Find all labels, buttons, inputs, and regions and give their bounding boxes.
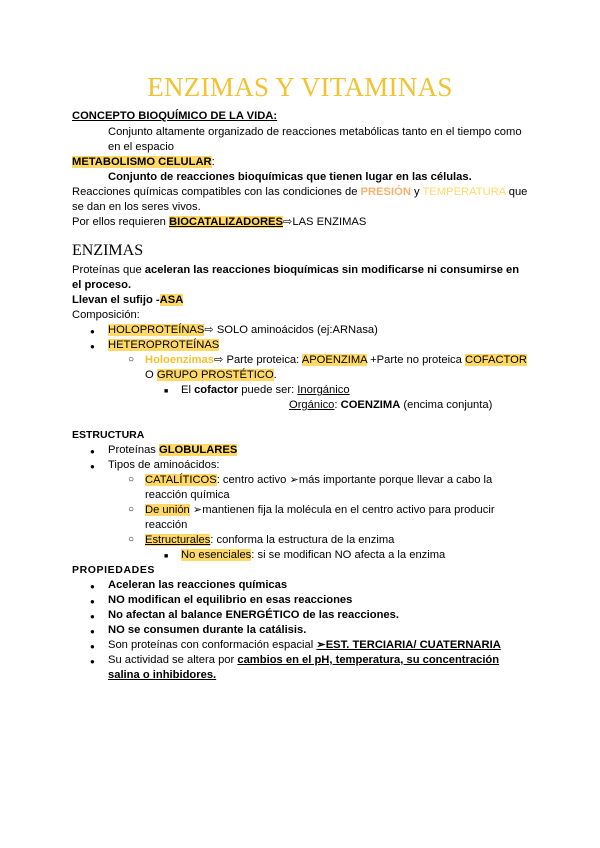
bullet-circle: ○: [128, 504, 135, 515]
organico-line: [289, 398, 492, 413]
text: puede ser:: [238, 384, 298, 396]
biocatalizadores-term: BIOCATALIZADORES: [169, 216, 283, 228]
text: Son proteínas con conformación espacial: [108, 639, 317, 651]
concepto-line-2: en el espacio: [108, 141, 174, 153]
metabolismo-heading: METABOLISMO CELULAR: [72, 156, 212, 168]
text: .: [273, 369, 277, 381]
estructura-heading: ESTRUCTURA: [72, 429, 145, 441]
cataliticos-term: CATALÍTICOS: [145, 474, 217, 486]
text: +Parte no proteica: [367, 354, 465, 366]
bullet-dot: ●: [90, 642, 95, 651]
holoproteinas-term: HOLOPROTEÍNAS: [108, 324, 205, 336]
estructura-terciaria-term: ➢EST. TERCIARIA/ CUATERNARIA: [316, 639, 501, 651]
presion-term: PRESIÓN: [360, 186, 411, 198]
bullet-dot: ●: [90, 597, 95, 606]
cataliticos-line-2: reacción química: [145, 489, 230, 501]
text: ⇨LAS ENZIMAS: [282, 216, 367, 228]
propiedad-6-line-2: salina o inhibidores.: [108, 669, 217, 681]
propiedad-3: No afectan al balance ENERGÉTICO de las reacciones.: [108, 609, 399, 621]
bullet-dot: ●: [90, 342, 95, 351]
globulares-term: GLOBULARES: [159, 444, 238, 456]
concepto-heading: CONCEPTO BIOQUÍMICO DE LA VIDA:: [72, 110, 278, 122]
text: Su actividad se altera por: [108, 654, 238, 666]
text: aceleran las reacciones bioquímicas sin modificarse ni consumirse en: [144, 264, 520, 276]
text: Reacciones químicas compatibles con las condiciones de: [72, 186, 361, 198]
propiedad-5: [108, 638, 501, 653]
text: que: [505, 186, 528, 198]
no-esenciales-term: No esenciales: [181, 549, 252, 561]
text: Proteínas: [108, 444, 159, 456]
bullet-circle: ○: [128, 474, 135, 485]
text: (encima conjunta): [400, 399, 493, 411]
text: Por ellos requieren: [72, 216, 170, 228]
bullet-dot: ●: [90, 627, 95, 636]
grupo-prostetico-term: GRUPO PROSTÉTICO: [156, 369, 274, 381]
metabolismo-line-2: se dan en los seres vivos.: [72, 201, 201, 213]
temperatura-term: TEMPERATURA: [422, 186, 506, 198]
estructurales-term: Estructurales: [145, 534, 211, 546]
bullet-dot: ●: [90, 657, 95, 666]
enzimas-heading: ENZIMAS: [72, 242, 144, 259]
bullet-square: ■: [164, 553, 169, 560]
cataliticos-item: [145, 473, 492, 488]
text: : si se modifican NO afecta a la enzima: [251, 549, 446, 561]
metabolismo-line-1: [72, 185, 527, 200]
propiedades-heading: PROPIEDADES: [72, 564, 156, 576]
text: ⇨ Parte proteica:: [214, 354, 302, 366]
bullet-square: ■: [164, 388, 169, 395]
text: :: [334, 399, 341, 411]
bullet-dot: ●: [90, 462, 95, 471]
enzimas-para-line-2: el proceso.: [72, 279, 132, 291]
heteroproteinas-item: [108, 338, 219, 353]
propiedad-2: NO modifican el equilibrio en esas reacciones: [108, 594, 353, 606]
colon: :: [211, 156, 215, 168]
metabolismo-line-3: [72, 215, 366, 230]
text: ⇨ SOLO aminoácidos (ej:ARNasa): [204, 324, 378, 336]
globulares-item: [108, 443, 237, 458]
union-line-2: reacción: [145, 519, 188, 531]
bullet-dot: ●: [90, 582, 95, 591]
sufijo-line: [72, 293, 183, 308]
cofactor-term: COFACTOR: [464, 354, 527, 366]
no-esenciales-item: [181, 548, 445, 563]
text: El: [181, 384, 195, 396]
text: y: [410, 186, 423, 198]
text: Proteínas que: [72, 264, 145, 276]
coenzima-term: COENZIMA: [340, 399, 401, 411]
metabolismo-heading-line: [72, 155, 215, 170]
concepto-line-1: Conjunto altamente organizado de reacciones metabólicas tanto en el tiempo como: [108, 126, 522, 138]
bullet-circle: ○: [128, 534, 135, 545]
text: Llevan el sufijo -: [72, 294, 160, 306]
union-term: De unión: [145, 504, 190, 516]
grupo-prostetico-line: [145, 368, 277, 383]
page-title: ENZIMAS Y VITAMINAS: [147, 72, 453, 102]
text: O: [145, 369, 157, 381]
bullet-dot: ●: [90, 612, 95, 621]
organico-term: Orgánico: [289, 399, 335, 411]
heteroproteinas-term: HETEROPROTEÍNAS: [108, 339, 220, 351]
holoenzimas-item: [145, 353, 527, 368]
text: : conforma la estructura de la enzima: [210, 534, 395, 546]
propiedad-1: Aceleran las reacciones químicas: [108, 579, 288, 591]
metabolismo-definition: Conjunto de reacciones bioquímicas que tienen lugar en las células.: [108, 171, 472, 183]
holoproteinas-item: [108, 323, 378, 338]
estructurales-item: [145, 533, 394, 548]
bullet-dot: ●: [90, 447, 95, 456]
bullet-dot: ●: [90, 327, 95, 336]
composicion-label: Composición:: [72, 309, 140, 321]
text: cofactor: [194, 384, 239, 396]
propiedad-4: NO se consumen durante la catálisis.: [108, 624, 307, 636]
propiedad-6: [108, 653, 499, 668]
text: cambios en el pH, temperatura, su concentración: [237, 654, 500, 666]
enzimas-para-line-1: [72, 263, 519, 278]
apoenzima-term: APOENZIMA: [301, 354, 368, 366]
asa-term: ASA: [159, 294, 184, 306]
cofactor-line: [181, 383, 350, 398]
holoenzimas-term: Holoenzimas: [145, 354, 215, 366]
tipos-aminoacidos-item: Tipos de aminoácidos:: [108, 459, 220, 471]
inorganico-term: Inorgánico: [297, 384, 350, 396]
bullet-circle: ○: [128, 354, 135, 365]
text: ➢mantienen fija la molécula en el centro activo para producir: [189, 504, 495, 516]
text: : centro activo ➢más importante porque llevar a cabo la: [216, 474, 493, 486]
union-item: [145, 503, 495, 518]
